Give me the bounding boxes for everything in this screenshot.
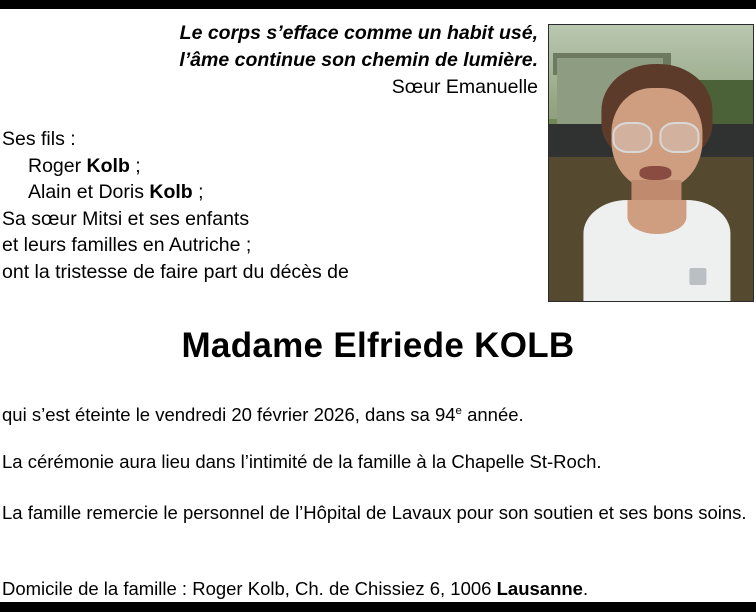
son-1-lastname: Kolb [86, 154, 130, 177]
address-before: Domicile de la famille : Roger Kolb, Ch. de Chissiez 6, 1006 [2, 578, 497, 599]
photo-glasses-left [613, 122, 652, 153]
address-city: Lausanne [496, 578, 583, 599]
photo-shirt-logo [689, 268, 707, 285]
son-1-suffix: ; [129, 154, 141, 177]
family-line-sons-header: Ses fils : [2, 128, 76, 150]
quote-author: Sœur Emanuelle [391, 76, 538, 98]
photo-collar [628, 200, 687, 234]
page-title: Madame Elfriede KOLB [181, 326, 575, 365]
death-date-after: année. [461, 404, 524, 426]
quote-block [148, 20, 538, 101]
son-2-firstnames: Alain et Doris [28, 181, 150, 203]
family-list [2, 126, 542, 285]
thanks-paragraph: La famille remercie le personnel de l’Hôpital de Lavaux pour son soutien et ses bons soins. [2, 502, 747, 523]
quote-line-2: l’âme continue son chemin de lumière. [179, 49, 538, 71]
son-2-suffix: ; [192, 181, 204, 203]
address-after: . [582, 578, 589, 599]
family-line-son-1 [2, 153, 542, 180]
top-black-border [0, 0, 756, 9]
family-line-announce: ont la tristesse de faire part du décès de [2, 260, 349, 283]
son-1-firstname: Roger [28, 154, 87, 177]
address-line [2, 576, 756, 602]
death-date-line [2, 398, 756, 428]
family-line-austria: et leurs familles en Autriche ; [2, 234, 252, 256]
photo-glasses-right [660, 122, 699, 153]
family-line-son-2 [2, 179, 542, 206]
notice-content [0, 9, 756, 602]
son-2-lastname: Kolb [149, 181, 193, 203]
quote-line-1: Le corps s’efface comme un habit usé, [179, 22, 538, 44]
photo-mouth [639, 166, 671, 181]
death-age-ordinal: e [455, 405, 462, 417]
family-line-sister: Sa sœur Mitsi et ses enfants [2, 207, 250, 230]
bottom-black-border [0, 602, 756, 612]
ceremony-line: La cérémonie aura lieu dans l’intimité de la famille à la Chapelle St-Roch. [2, 451, 602, 472]
photo-person [583, 64, 730, 302]
photo-of-deceased [548, 24, 754, 302]
death-date-before: qui s’est éteinte le vendredi 20 février 2026, dans sa 94 [2, 404, 456, 426]
